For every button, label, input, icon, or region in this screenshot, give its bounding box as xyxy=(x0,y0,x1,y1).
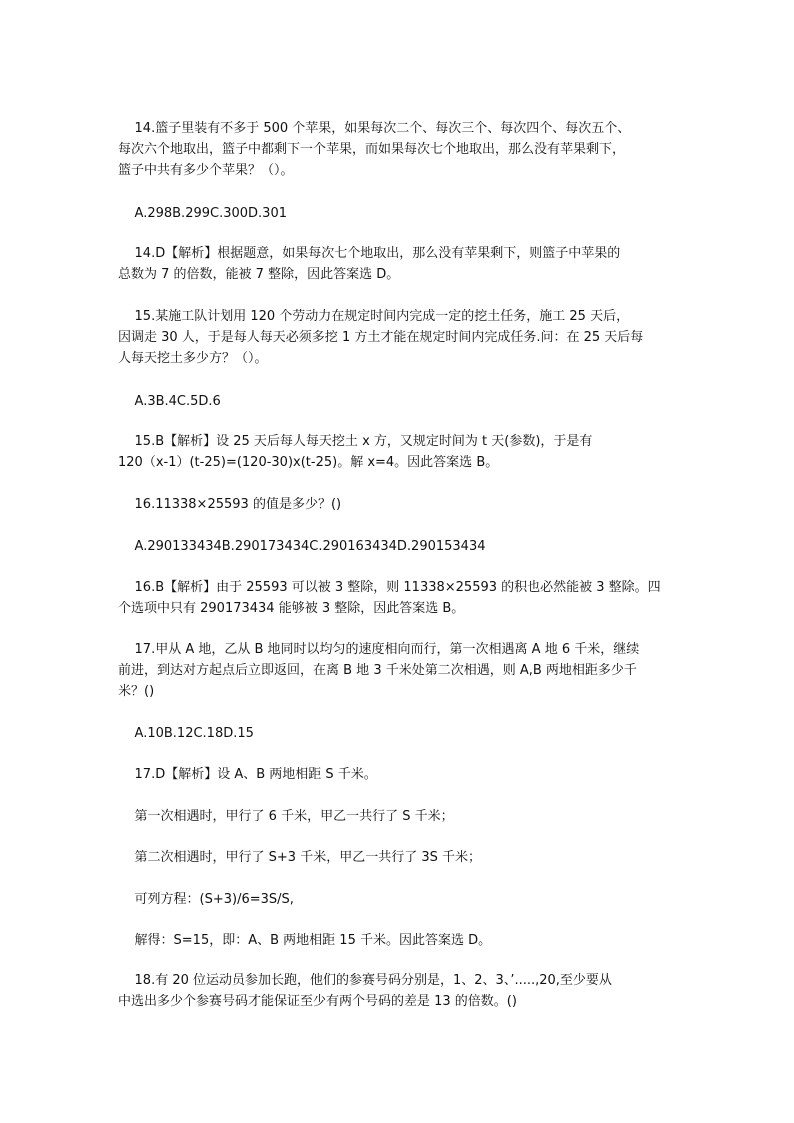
q17-question: 17.甲从 A 地，乙从 B 地同时以均匀的速度相向而行，第一次相遇离 A 地 6 千米，继续 前进，到达对方起点后立即返回，在离 B 地 3 千米处第二次相遇，则 A,B 两地相距多少千 米？() xyxy=(118,642,640,699)
q15-answer: 15.B【解析】设 25 天后每人每天挖土 x 方，又规定时间为 t 天(参数)，于是有 120（x-1）(t-25)=(120-30)x(t-25)。解 x=4。因此答案选 B。 xyxy=(118,434,593,470)
q14-options: A.298B.299C.300D.301 xyxy=(118,206,287,221)
q15-options: A.3B.4C.5D.6 xyxy=(118,394,221,409)
q16-options: A.290133434B.290173434C.290163434D.290153434 xyxy=(118,539,486,554)
q17-step-1: 第一次相遇时，甲行了 6 千米，甲乙一共行了 S 千米； xyxy=(118,809,454,824)
q14-question: 14.篮子里装有不多于 500 个苹果，如果每次二个、每次三个、每次四个、每次五个、 每次六个地取出，篮子中都剩下一个苹果，而如果每次七个地取出，那么没有苹果剩下， 篮子中共有多少个苹果？（）。 xyxy=(118,121,631,178)
q16-answer: 16.B【解析】由于 25593 可以被 3 整除，则 11338×25593 的积也必然能被 3 整除。四 个选项中只有 290173434 能够被 3 整除，因此答案选 B。 xyxy=(118,580,661,616)
q17-equation: 可列方程：(S+3)/6=3S/S, xyxy=(118,892,294,907)
q17-step-2: 第二次相遇时，甲行了 S+3 千米，甲乙一共行了 3S 千米； xyxy=(118,850,481,865)
q14-answer: 14.D【解析】根据题意，如果每次七个地取出，那么没有苹果剩下，则篮子中苹果的 总数为 7 的倍数，能被 7 整除，因此答案选 D。 xyxy=(118,246,621,282)
q17-solution: 解得：S=15，即：A、B 两地相距 15 千米。因此答案选 D。 xyxy=(118,933,492,948)
q18-question: 18.有 20 位运动员参加长跑，他们的参赛号码分别是，1、2、3、’.....,20,至少要从 中选出多少个参赛号码才能保证至少有两个号码的差是 13 的倍数。() xyxy=(118,973,612,1009)
q17-answer: 17.D【解析】设 A、B 两地相距 S 千米。 xyxy=(118,767,377,782)
q17-options: A.10B.12C.18D.15 xyxy=(118,726,254,741)
q15-question: 15.某施工队计划用 120 个劳动力在规定时间内完成一定的挖土任务，施工 25 天后， 因调走 30 人，于是每人每天必须多挖 1 方土才能在规定时间内完成任务.问：在 25 天后每 人每天挖土多少方？（）。 xyxy=(118,309,644,366)
q16-question: 16.11338×25593 的值是多少？() xyxy=(118,497,342,512)
